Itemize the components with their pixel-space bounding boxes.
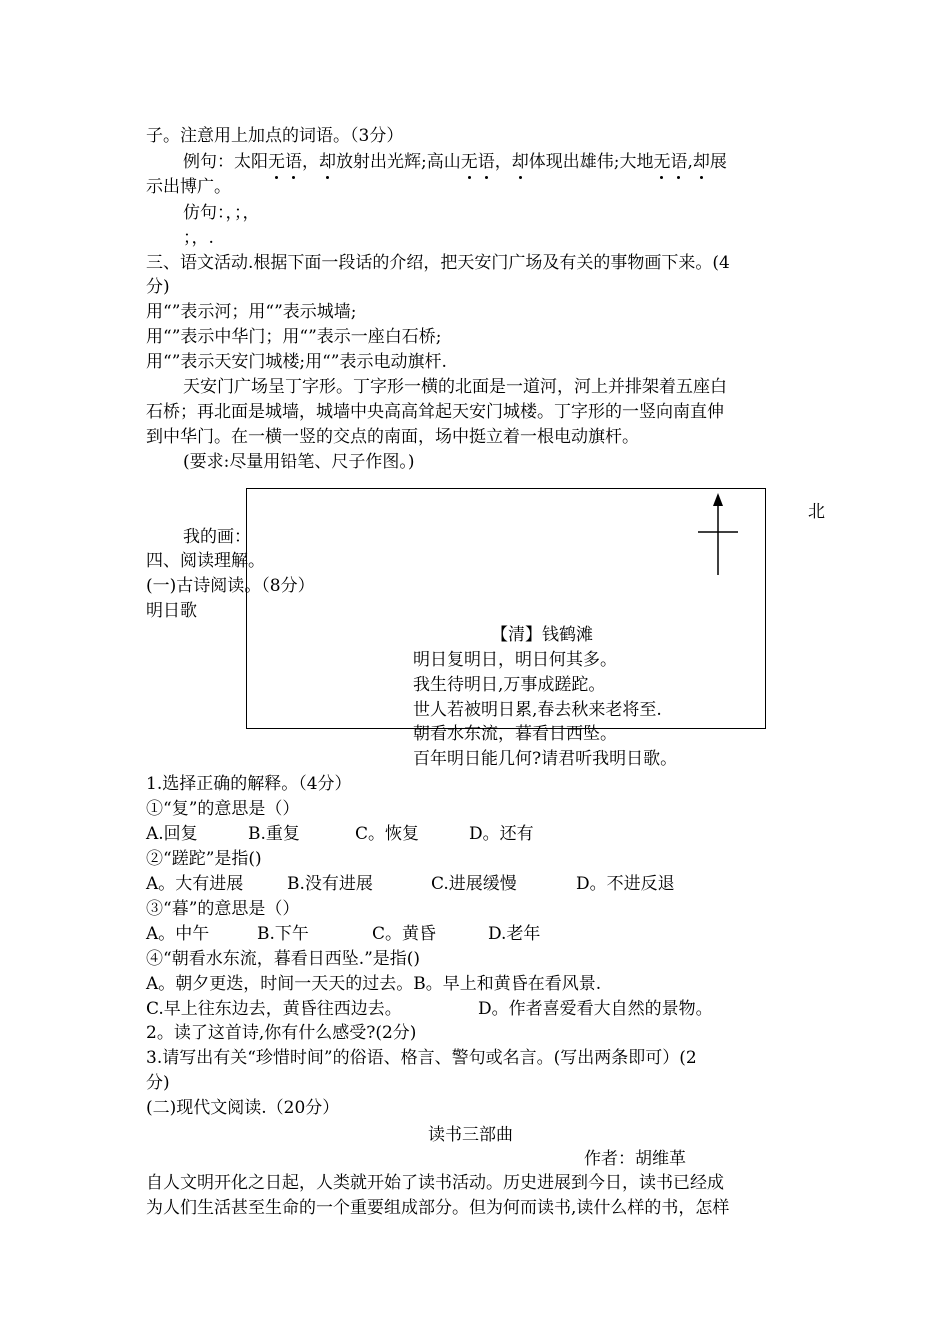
legend-line-3: 用“”表示天安门城楼;用“”表示电动旗杆. — [146, 352, 447, 372]
example-text: ， — [494, 152, 512, 172]
dotted-word: 却 — [511, 152, 529, 172]
dotted-word: 却 — [692, 152, 710, 172]
example-text: 太阳 — [234, 152, 268, 172]
option-a: A。大有进展 — [146, 874, 244, 894]
legend-line-1: 用“”表示河；用“”表示城墙; — [146, 302, 357, 322]
option-d: D。不进反退 — [576, 874, 675, 894]
example-text: 展 — [709, 152, 727, 172]
option-c: C.进展缓慢 — [431, 874, 517, 894]
example-sentence — [183, 150, 727, 174]
poem-line: 朝看水东流，暮看日西坠。 — [413, 724, 617, 744]
poem-title: 明日歌 — [146, 601, 197, 621]
essay-section-heading: (二)现代文阅读.（20分） — [146, 1098, 340, 1118]
description-line-3: 到中华门。在一横一竖的交点的南面，场中挺立着一根电动旗杆。 — [146, 427, 639, 447]
poem-line: 百年明日能几何?请君听我明日歌。 — [413, 749, 678, 769]
imitation-blank: 仿句：，；， — [183, 203, 260, 223]
option-b: B.没有进展 — [287, 874, 373, 894]
part3-heading: 三、语文活动.根据下面一段话的介绍，把天安门广场及有关的事物画下来。(4 — [146, 253, 730, 273]
option-a: A.回复 — [146, 824, 198, 844]
question-3-cont: 分) — [146, 1073, 170, 1093]
essay-title: 读书三部曲 — [428, 1125, 513, 1145]
example-segments — [234, 152, 727, 172]
dotted-word: 却 — [319, 152, 336, 172]
example-prefix: 例句： — [183, 152, 234, 172]
poem-author: 【清】钱鹤滩 — [491, 625, 593, 645]
part3-heading-cont: 分) — [146, 277, 170, 297]
essay-author: 作者：胡维革 — [584, 1149, 686, 1169]
dotted-word: 语 — [477, 152, 495, 172]
option-d: D。还有 — [469, 824, 534, 844]
option-a-b: A。朝夕更迭，时间一天天的过去。B。早上和黄昏在看风景. — [146, 974, 602, 994]
option-b: B.重复 — [248, 824, 300, 844]
example-text: 放射出光辉;高山 — [336, 152, 461, 172]
north-label: 北 — [808, 502, 825, 522]
north-arrow-icon — [696, 492, 740, 576]
example-text: ， — [302, 152, 319, 172]
option-c: C。恢复 — [355, 824, 420, 844]
option-d: D.老年 — [488, 924, 541, 944]
legend-line-2: 用“”表示中华门；用“”表示一座白石桥; — [146, 327, 442, 347]
question-3: 3.请写出有关“珍惜时间”的俗语、格言、警句或名言。(写出两条即可）(2 — [146, 1048, 697, 1068]
essay-line-1: 自人文明开化之日起，人类就开始了读书活动。历史进展到今日，读书已经成 — [146, 1173, 724, 1193]
question-1-3: ③“暮”的意思是（） — [146, 899, 300, 919]
option-a: A。中午 — [146, 924, 210, 944]
essay-line-2: 为人们生活甚至生命的一个重要组成部分。但为何而读书,读什么样的书，怎样 — [146, 1198, 730, 1218]
example-text: 体现出雄伟;大地 — [528, 152, 654, 172]
question-1-2: ②“蹉跎”是指() — [146, 849, 262, 869]
description-line-1: 天安门广场呈丁字形。丁字形一横的北面是一道河，河上并排架着五座白 — [183, 377, 727, 397]
option-c: C。黄昏 — [372, 924, 437, 944]
part2-line-end: 子。注意用上加点的词语。（3分） — [146, 126, 404, 146]
imitation-blank-cont: ；，. — [183, 228, 214, 248]
poem-line: 明日复明日，明日何其多。 — [413, 650, 617, 670]
description-line-2: 石桥；再北面是城墙，城墙中央高高耸起天安门城楼。丁字形的一竖向南直伸 — [146, 402, 724, 422]
question-2: 2。读了这首诗,你有什么感受?(2分) — [146, 1023, 417, 1043]
example-sentence-cont: 示出博广。 — [146, 177, 231, 197]
dotted-word: 无 — [653, 152, 671, 172]
option-c: C.早上往东边去，黄昏往西边去。 — [146, 999, 402, 1019]
option-b: B.下午 — [257, 924, 309, 944]
poem-section-heading: (一)古诗阅读。（8分） — [146, 576, 315, 596]
example-text: , — [687, 152, 693, 172]
dotted-word: 语 — [285, 152, 302, 172]
question-1: 1.选择正确的解释。（4分） — [146, 774, 352, 794]
my-drawing-label: 我的画： — [183, 527, 251, 547]
question-1-1: ①“复”的意思是（） — [146, 799, 300, 819]
option-d: D。作者喜爱看大自然的景物。 — [478, 999, 713, 1019]
part4-heading: 四、阅读理解。 — [146, 551, 265, 571]
poem-line: 世人若被明日累,春去秋来老将至. — [413, 700, 662, 720]
dotted-word: 无 — [460, 152, 478, 172]
dotted-word: 语 — [670, 152, 688, 172]
dotted-word: 无 — [268, 152, 285, 172]
poem-line: 我生待明日,万事成蹉跎。 — [413, 675, 606, 695]
question-1-4: ④“朝看水东流，暮看日西坠.”是指() — [146, 949, 421, 969]
drawing-requirement: (要求:尽量用铅笔、尺子作图。) — [183, 452, 415, 472]
